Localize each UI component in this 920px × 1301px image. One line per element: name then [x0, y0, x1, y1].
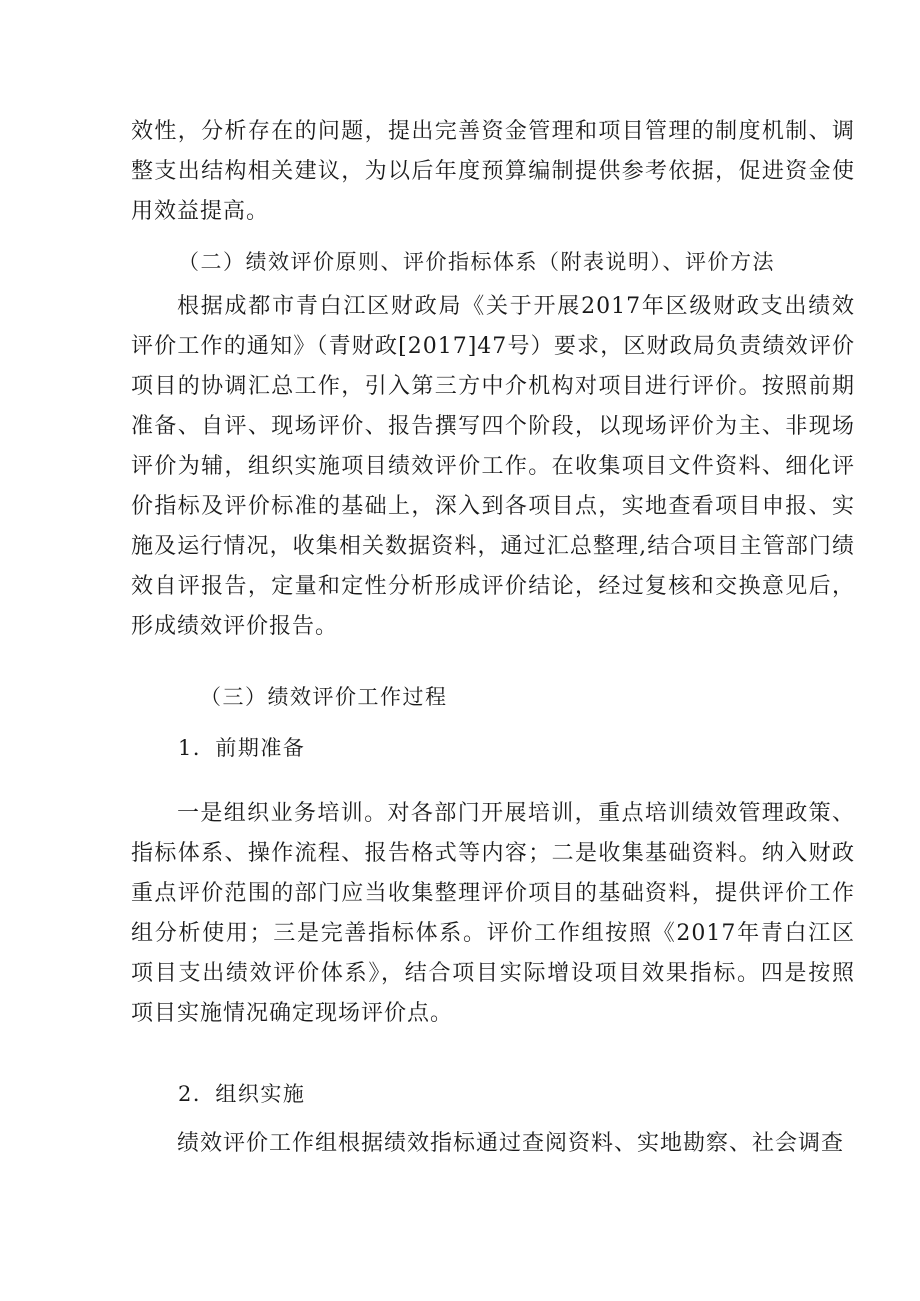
paragraph-preparation: 一是组织业务培训。对各部门开展培训，重点培训绩效管理政策、指标体系、操作流程、报告格式等内容；二是收集基础资料。纳入财政重点评价范围的部门应当收集整理评价项目的基础资料，提供评价工作组分析使用；三是完善指标体系。评价工作组按照《2017年青白江区项目支出绩效评价体系》，结合项目实际增设项目效果指标。四是按照项目实施情况确定现场评价点。: [131, 801, 855, 1026]
subsection-heading-preparation: 1．前期准备: [178, 736, 306, 760]
paragraph-continuation: 效性，分析存在的问题，提出完善资金管理和项目管理的制度机制、调整支出结构相关建议，为以后年度预算编制提供参考依据，促进资金使用效益提高。: [131, 119, 855, 224]
subsection-heading-implementation: 2．组织实施: [178, 1082, 306, 1106]
paragraph-implementation: 绩效评价工作组根据绩效指标通过查阅资料、实地勘察、社会调查: [177, 1131, 845, 1156]
section-heading-process: （三）绩效评价工作过程: [200, 685, 448, 709]
paragraph-evaluation-method: 根据成都市青白江区财政局《关于开展2017年区级财政支出绩效评价工作的通知》（青财政[2017]47号）要求，区财政局负责绩效评价项目的协调汇总工作，引入第三方中介机构对项目进行评价。按照前期准备、自评、现场评价、报告撰写四个阶段，以现场评价为主、非现场评价为辅，组织实施项目绩效评价工作。在收集项目文件资料、细化评价指标及评价标准的基础上，深入到各项目点，实地查看项目申报、实施及运行情况，收集相关数据资料，通过汇总整理,结合项目主管部门绩效自评报告，定量和定性分析形成评价结论，经过复核和交换意见后，形成绩效评价报告。: [131, 294, 855, 639]
section-heading-principles: （二）绩效评价原则、评价指标体系（附表说明）、评价方法: [178, 250, 775, 274]
